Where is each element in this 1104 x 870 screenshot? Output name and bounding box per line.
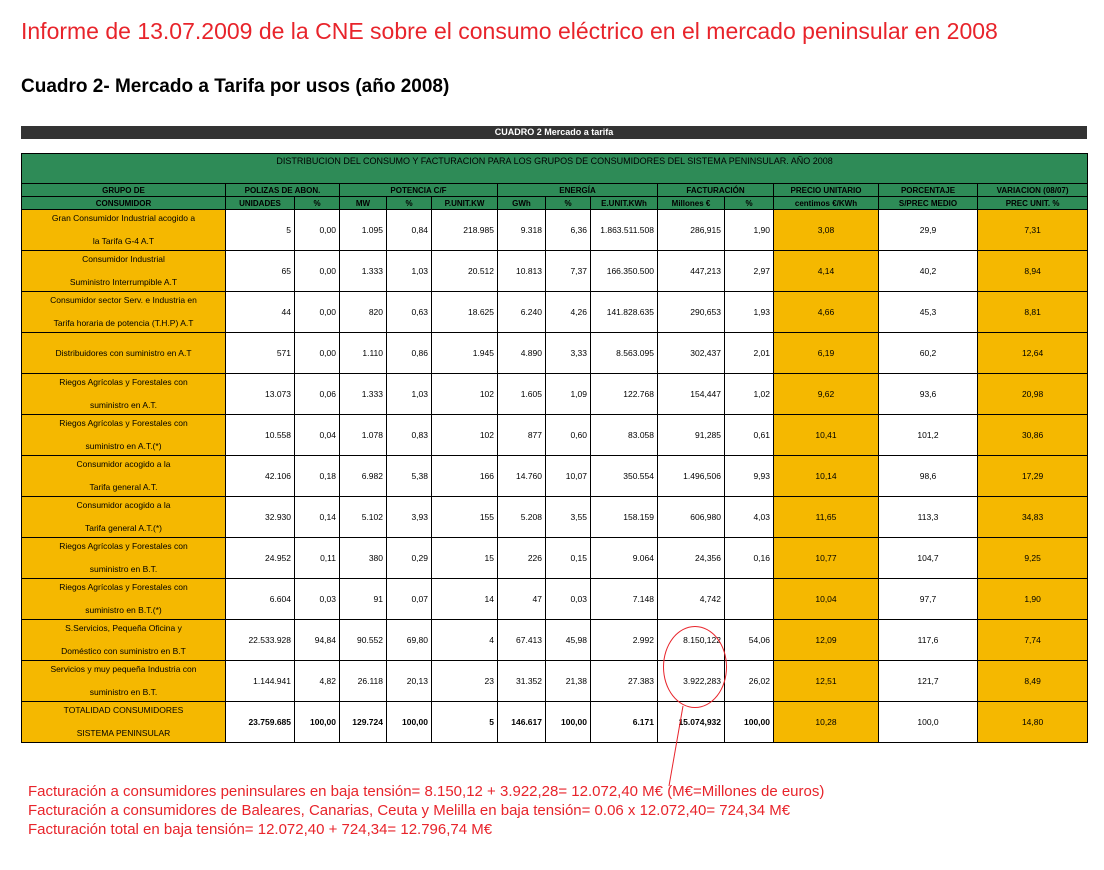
table-cell: 0,15 [546, 538, 591, 579]
table-cell: 0,83 [387, 415, 432, 456]
page-subtitle: Cuadro 2- Mercado a Tarifa por usos (año 2008) [21, 76, 450, 97]
table-cell: 45,3 [879, 292, 978, 333]
table-cell: 7,31 [978, 210, 1088, 251]
table-cell: 0,18 [295, 456, 340, 497]
table-cell: 4,26 [546, 292, 591, 333]
column-header: ENERGÍA [498, 184, 658, 197]
table-cell: 350.554 [591, 456, 658, 497]
table-cell: 17,29 [978, 456, 1088, 497]
consumer-group-line2: suministro en B.T. [89, 564, 158, 574]
table-cell: 9,25 [978, 538, 1088, 579]
table-cell: 4,82 [295, 661, 340, 702]
table-cell: 4,14 [774, 251, 879, 292]
table-cell: 27.383 [591, 661, 658, 702]
table-cell: 91 [340, 579, 387, 620]
table-cell: 226 [498, 538, 546, 579]
table-cell: 0,00 [295, 333, 340, 374]
consumer-group-line2: Doméstico con suministro en B.T [61, 646, 186, 656]
table-cell: 102 [432, 374, 498, 415]
column-subheader: S/PREC MEDIO [879, 197, 978, 210]
table-cell: 10.558 [226, 415, 295, 456]
table-cell: 290,653 [658, 292, 725, 333]
table-cell: 166.350.500 [591, 251, 658, 292]
table-cell: 0,00 [295, 210, 340, 251]
table-cell: 10,41 [774, 415, 879, 456]
table-cell: 32.930 [226, 497, 295, 538]
column-subheader: % [725, 197, 774, 210]
consumer-group-line1: TOTALIDAD CONSUMIDORES [63, 705, 184, 715]
table-cell: 22.533.928 [226, 620, 295, 661]
table-cell: 10,77 [774, 538, 879, 579]
table-cell: 6.982 [340, 456, 387, 497]
table-cell: 14,80 [978, 702, 1088, 743]
table-cell: 100,00 [295, 702, 340, 743]
column-subheader: E.UNIT.KWh [591, 197, 658, 210]
table-cell: 102 [432, 415, 498, 456]
table-cell: 14 [432, 579, 498, 620]
table-cell: 13.073 [226, 374, 295, 415]
table-cell: 6.240 [498, 292, 546, 333]
table-cell: 100,00 [546, 702, 591, 743]
table-cell: 83.058 [591, 415, 658, 456]
consumer-group-line1: Riegos Agrícolas y Forestales con [59, 418, 188, 428]
table-cell: 93,6 [879, 374, 978, 415]
page-title: Informe de 13.07.2009 de la CNE sobre el consumo eléctrico en el mercado peninsular en 2008 [21, 18, 998, 44]
column-subheader: % [546, 197, 591, 210]
table-cell: 34,83 [978, 497, 1088, 538]
table-cell: 54,06 [725, 620, 774, 661]
column-subheader: UNIDADES [226, 197, 295, 210]
column-header: POTENCIA C/F [340, 184, 498, 197]
table-cell: 117,6 [879, 620, 978, 661]
table-cell: 10,14 [774, 456, 879, 497]
table-cell: 9,93 [725, 456, 774, 497]
table-cell: 154,447 [658, 374, 725, 415]
table-cell: 6.171 [591, 702, 658, 743]
table-cell: 3,33 [546, 333, 591, 374]
table-cell: 146.617 [498, 702, 546, 743]
table-cell: 24,356 [658, 538, 725, 579]
table-cell: 0,16 [725, 538, 774, 579]
consumer-group-line2: SISTEMA PENINSULAR [76, 728, 171, 738]
table-cell: 166 [432, 456, 498, 497]
table-cell: 158.159 [591, 497, 658, 538]
consumer-group-line1: Consumidor sector Serv. e Industria en [50, 295, 197, 305]
table-cell: 302,437 [658, 333, 725, 374]
consumer-group-line1: Riegos Agrícolas y Forestales con [59, 377, 188, 387]
table-cell: 10,04 [774, 579, 879, 620]
table-cell: 4,742 [658, 579, 725, 620]
table-cell: 10,07 [546, 456, 591, 497]
table-cell: 122.768 [591, 374, 658, 415]
table-cell: 7,74 [978, 620, 1088, 661]
table-cell: 0,14 [295, 497, 340, 538]
table-cell: 1.605 [498, 374, 546, 415]
table-cell: 90.552 [340, 620, 387, 661]
table-cell: 1.333 [340, 374, 387, 415]
table-cell: 15.074,932 [658, 702, 725, 743]
table-cell: 3,93 [387, 497, 432, 538]
column-header: FACTURACIÓN [658, 184, 774, 197]
note-line: Facturación a consumidores de Baleares, Canarias, Ceuta y Melilla en baja tensión= 0.06 x 12.072,40= 724,34 M€ [28, 802, 791, 819]
table-cell: 1,90 [725, 210, 774, 251]
table-cell: 12,09 [774, 620, 879, 661]
table-cell: 9.064 [591, 538, 658, 579]
table-cell: 5 [432, 702, 498, 743]
consumer-group-line1: Riegos Agrícolas y Forestales con [59, 582, 188, 592]
consumer-group-line1: Consumidor acogido a la [76, 459, 171, 469]
consumer-group-line1: Distribuidores con suministro en A.T [55, 347, 192, 358]
table-cell: 1.496,506 [658, 456, 725, 497]
table-cell: 0,00 [295, 251, 340, 292]
column-header: VARIACION (08/07) [978, 184, 1088, 197]
table-cell: 571 [226, 333, 295, 374]
table-cell: 380 [340, 538, 387, 579]
table-cell: 12,51 [774, 661, 879, 702]
table-cell: 9.318 [498, 210, 546, 251]
table-cell: 0,86 [387, 333, 432, 374]
table-cell: 44 [226, 292, 295, 333]
consumer-group-line2: suministro en B.T.(*) [85, 605, 162, 615]
table-cell: 4 [432, 620, 498, 661]
table-cell: 4,03 [725, 497, 774, 538]
table-cell: 1,02 [725, 374, 774, 415]
table-cell: 3,55 [546, 497, 591, 538]
consumer-group-line1: Consumidor Industrial [82, 254, 165, 264]
table-cell: 2,97 [725, 251, 774, 292]
column-header: GRUPO DE [22, 184, 226, 197]
table-cell: 26,02 [725, 661, 774, 702]
table-cell: 20,98 [978, 374, 1088, 415]
table-cell: 8.150,122 [658, 620, 725, 661]
table-cell: 5,38 [387, 456, 432, 497]
table-cell: 8.563.095 [591, 333, 658, 374]
table-cell: 24.952 [226, 538, 295, 579]
table-cell: 67.413 [498, 620, 546, 661]
column-header: PRECIO UNITARIO [774, 184, 879, 197]
consumer-group-line2: Tarifa general A.T.(*) [84, 523, 162, 533]
table-cell: 91,285 [658, 415, 725, 456]
table-cell: 0,06 [295, 374, 340, 415]
table-cell: 100,00 [387, 702, 432, 743]
consumer-group-line1: S.Servicios, Pequeña Oficina y [65, 623, 182, 633]
table-cell: 101,2 [879, 415, 978, 456]
column-subheader: PREC UNIT. % [978, 197, 1088, 210]
column-subheader: GWh [498, 197, 546, 210]
table-cell: 42.106 [226, 456, 295, 497]
table-cell: 11,65 [774, 497, 879, 538]
table-cell: 8,49 [978, 661, 1088, 702]
table-cell: 1.144.941 [226, 661, 295, 702]
table-cell: 26.118 [340, 661, 387, 702]
table-cell: 98,6 [879, 456, 978, 497]
table-cell: 155 [432, 497, 498, 538]
column-subheader: % [387, 197, 432, 210]
table-cell: 1.095 [340, 210, 387, 251]
table-cell: 69,80 [387, 620, 432, 661]
table-cell: 0,84 [387, 210, 432, 251]
table-cell: 0,63 [387, 292, 432, 333]
table-cell: 113,3 [879, 497, 978, 538]
table-cell: 3,08 [774, 210, 879, 251]
table-cell: 0,11 [295, 538, 340, 579]
table-cell: 0,00 [295, 292, 340, 333]
table-cell: 20,13 [387, 661, 432, 702]
table-cell: 7,37 [546, 251, 591, 292]
table-cell: 0,04 [295, 415, 340, 456]
table-cell: 4,66 [774, 292, 879, 333]
consumer-group-line2: suministro en B.T. [89, 687, 158, 697]
table-cell: 1,03 [387, 374, 432, 415]
column-subheader: MW [340, 197, 387, 210]
consumer-group-line2: Tarifa horaria de potencia (T.H.P) A.T [53, 318, 194, 328]
table-cell: 10,28 [774, 702, 879, 743]
table-cell: 47 [498, 579, 546, 620]
table-cell: 6.604 [226, 579, 295, 620]
table-cell: 1.078 [340, 415, 387, 456]
table-cell: 141.828.635 [591, 292, 658, 333]
table-cell: 23 [432, 661, 498, 702]
table-cell: 104,7 [879, 538, 978, 579]
column-subheader: % [295, 197, 340, 210]
column-header: PORCENTAJE [879, 184, 978, 197]
consumer-group-line1: Riegos Agrícolas y Forestales con [59, 541, 188, 551]
table-cell: 1,03 [387, 251, 432, 292]
table-cell: 2,01 [725, 333, 774, 374]
table-cell: 0,03 [295, 579, 340, 620]
table-cell: 30,86 [978, 415, 1088, 456]
table-cell: 5.102 [340, 497, 387, 538]
consumer-group-line1: Gran Consumidor Industrial acogido a [51, 213, 196, 223]
consumer-group-line2: Tarifa general A.T. [89, 482, 158, 492]
table-cell: 5.208 [498, 497, 546, 538]
table-cell: 100,0 [879, 702, 978, 743]
table-cell: 14.760 [498, 456, 546, 497]
table-cell: 1.110 [340, 333, 387, 374]
table-cell: 0,60 [546, 415, 591, 456]
column-subheader: centimos €/KWh [774, 197, 879, 210]
table-cell: 606,980 [658, 497, 725, 538]
consumer-group-line1: Servicios y muy pequeña Industria con [50, 664, 197, 674]
table-cell: 1.945 [432, 333, 498, 374]
table-cell: 3.922,283 [658, 661, 725, 702]
table-cell: 29,9 [879, 210, 978, 251]
column-subheader: P.UNIT.KW [432, 197, 498, 210]
table-cell: 820 [340, 292, 387, 333]
table-cell: 218.985 [432, 210, 498, 251]
column-header: POLIZAS DE ABON. [226, 184, 340, 197]
table-cell: 8,94 [978, 251, 1088, 292]
table-cell: 0,29 [387, 538, 432, 579]
note-line: Facturación total en baja tensión= 12.072,40 + 724,34= 12.796,74 M€ [28, 821, 493, 838]
consumer-group-line2: suministro en A.T. [89, 400, 158, 410]
table-cell: 21,38 [546, 661, 591, 702]
table-cell: 5 [226, 210, 295, 251]
table-cell: 2.992 [591, 620, 658, 661]
table-cell: 0,03 [546, 579, 591, 620]
table-title: DISTRIBUCION DEL CONSUMO Y FACTURACION PARA LOS GRUPOS DE CONSUMIDORES DEL SISTEMA PENINSULAR. AÑO 2008 [22, 154, 1088, 184]
table-cell: 10.813 [498, 251, 546, 292]
consumer-group-line2: la Tarifa G-4 A.T [92, 236, 155, 246]
table-banner: CUADRO 2 Mercado a tarifa [21, 126, 1087, 139]
table-cell: 1.863.511.508 [591, 210, 658, 251]
table-cell: 8,81 [978, 292, 1088, 333]
table-cell: 447,213 [658, 251, 725, 292]
table-cell: 121,7 [879, 661, 978, 702]
table-cell: 97,7 [879, 579, 978, 620]
table-cell: 6,36 [546, 210, 591, 251]
table-cell: 0,07 [387, 579, 432, 620]
column-subheader: CONSUMIDOR [22, 197, 226, 210]
consumer-group-line1: Consumidor acogido a la [76, 500, 171, 510]
table-cell: 1,09 [546, 374, 591, 415]
table-cell: 45,98 [546, 620, 591, 661]
table-cell: 15 [432, 538, 498, 579]
table-cell: 60,2 [879, 333, 978, 374]
consumer-group-line2: Suministro Interrumpible A.T [69, 277, 178, 287]
note-line: Facturación a consumidores peninsulares en baja tensión= 8.150,12 + 3.922,28= 12.072,40 M€ (M€=Millones de euros) [28, 783, 825, 800]
consumer-group-line2: suministro en A.T.(*) [85, 441, 162, 451]
table-cell: 1.333 [340, 251, 387, 292]
table-cell: 7.148 [591, 579, 658, 620]
table-cell: 94,84 [295, 620, 340, 661]
table-cell: 1,90 [978, 579, 1088, 620]
table-cell: 4.890 [498, 333, 546, 374]
table-cell: 100,00 [725, 702, 774, 743]
footnotes [28, 782, 824, 839]
table-cell: 65 [226, 251, 295, 292]
column-subheader: Millones € [658, 197, 725, 210]
table-cell: 18.625 [432, 292, 498, 333]
table-cell: 23.759.685 [226, 702, 295, 743]
table-cell: 40,2 [879, 251, 978, 292]
table-cell: 9,62 [774, 374, 879, 415]
table-cell: 877 [498, 415, 546, 456]
table-cell: 0,61 [725, 415, 774, 456]
table-cell: 20.512 [432, 251, 498, 292]
table-cell: 286,915 [658, 210, 725, 251]
table-cell: 6,19 [774, 333, 879, 374]
table-cell: 31.352 [498, 661, 546, 702]
table-cell: 12,64 [978, 333, 1088, 374]
table-cell: 1,93 [725, 292, 774, 333]
table-cell: 129.724 [340, 702, 387, 743]
